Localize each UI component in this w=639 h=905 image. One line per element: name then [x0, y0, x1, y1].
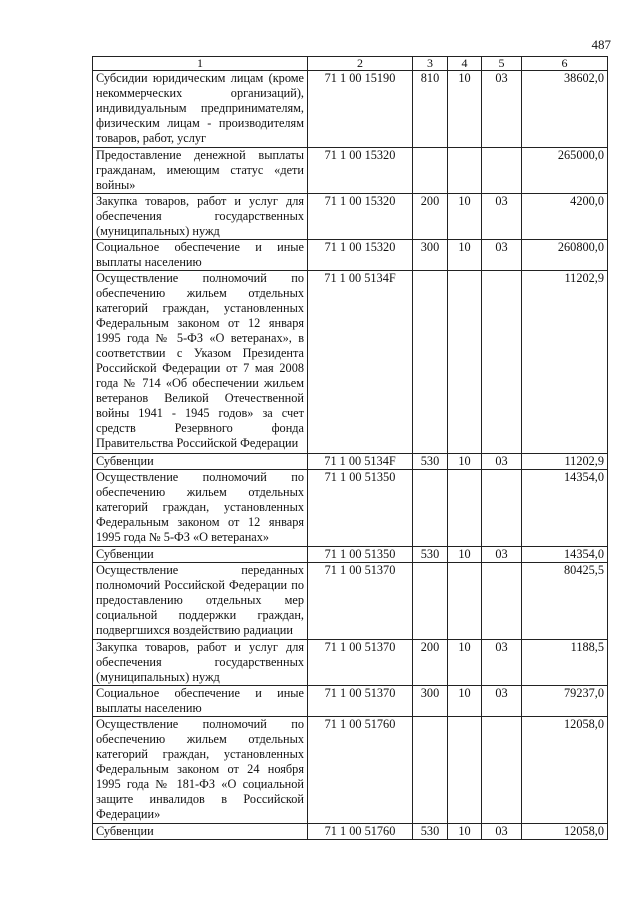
column-header: 3	[413, 57, 448, 71]
row-amount: 4200,0	[522, 194, 608, 240]
row-description: Осуществление полномочий по обеспечению жильем отдельных категорий граждан, установленных Федеральным законом от 12 января 1995 года № 5-ФЗ «О ветеранах», в соответствии с Указом Президента Российской Федерации от 7 мая 2008 года № 714 «Об обеспечении жильем ветеранов Великой Отечественной войны 1941 - 1945 годов» за счет средств Резервного фонда Правительства Российской Федерации	[93, 271, 308, 454]
row-col4	[448, 470, 482, 547]
table-row	[93, 563, 608, 640]
row-amount: 38602,0	[522, 71, 608, 148]
column-header: 2	[308, 57, 413, 71]
table-row	[93, 194, 608, 240]
row-description: Закупка товаров, работ и услуг для обеспечения государственных (муниципальных) нужд	[93, 194, 308, 240]
row-col3	[413, 148, 448, 194]
row-col4	[448, 271, 482, 454]
row-amount: 11202,9	[522, 271, 608, 454]
row-code: 71 1 00 51760	[308, 717, 413, 824]
column-header: 1	[93, 57, 308, 71]
row-code: 71 1 00 15190	[308, 71, 413, 148]
table-row	[93, 824, 608, 840]
row-col5: 03	[482, 686, 522, 717]
row-col3: 530	[413, 824, 448, 840]
row-col4: 10	[448, 686, 482, 717]
row-col4	[448, 563, 482, 640]
row-col3: 200	[413, 640, 448, 686]
row-amount: 260800,0	[522, 240, 608, 271]
row-description: Предоставление денежной выплаты гражданам, имеющим статус «дети войны»	[93, 148, 308, 194]
page-number: 487	[591, 37, 611, 52]
row-description: Социальное обеспечение и иные выплаты населению	[93, 686, 308, 717]
row-col5	[482, 717, 522, 824]
table-row	[93, 717, 608, 824]
row-col3	[413, 717, 448, 824]
row-amount: 12058,0	[522, 717, 608, 824]
row-amount: 11202,9	[522, 454, 608, 470]
column-header: 6	[522, 57, 608, 71]
row-col5	[482, 470, 522, 547]
row-code: 71 1 00 51760	[308, 824, 413, 840]
row-code: 71 1 00 15320	[308, 240, 413, 271]
row-description: Субвенции	[93, 547, 308, 563]
table-row	[93, 71, 608, 148]
row-code: 71 1 00 5134F	[308, 271, 413, 454]
row-amount: 265000,0	[522, 148, 608, 194]
row-description: Осуществление полномочий по обеспечению жильем отдельных категорий граждан, установленных Федеральным законом от 24 ноября 1995 года № 181-ФЗ «О социальной защите инвалидов в Российской Федерации»	[93, 717, 308, 824]
row-amount: 12058,0	[522, 824, 608, 840]
row-col5	[482, 563, 522, 640]
row-col4	[448, 717, 482, 824]
row-amount: 14354,0	[522, 547, 608, 563]
row-amount: 80425,5	[522, 563, 608, 640]
row-code: 71 1 00 5134F	[308, 454, 413, 470]
table-row	[93, 271, 608, 454]
row-col4: 10	[448, 194, 482, 240]
row-col3: 300	[413, 240, 448, 271]
row-col5: 03	[482, 640, 522, 686]
row-col4: 10	[448, 824, 482, 840]
row-description: Субвенции	[93, 454, 308, 470]
row-description: Социальное обеспечение и иные выплаты населению	[93, 240, 308, 271]
row-col5: 03	[482, 71, 522, 148]
row-col4: 10	[448, 640, 482, 686]
table-row	[93, 240, 608, 271]
table-row	[93, 547, 608, 563]
row-col3	[413, 470, 448, 547]
table-row	[93, 640, 608, 686]
row-code: 71 1 00 51370	[308, 640, 413, 686]
row-col3: 530	[413, 454, 448, 470]
row-col5: 03	[482, 194, 522, 240]
row-amount: 79237,0	[522, 686, 608, 717]
column-header: 4	[448, 57, 482, 71]
table-header-row	[93, 57, 608, 71]
row-col5: 03	[482, 547, 522, 563]
row-description: Осуществление переданных полномочий Российской Федерации по предоставлению отдельных мер социальной поддержки граждан, подвергшихся воздействию радиации	[93, 563, 308, 640]
row-col5: 03	[482, 454, 522, 470]
row-col3: 530	[413, 547, 448, 563]
row-col3: 200	[413, 194, 448, 240]
row-col5	[482, 148, 522, 194]
row-description: Субвенции	[93, 824, 308, 840]
row-code: 71 1 00 51370	[308, 563, 413, 640]
row-col4: 10	[448, 454, 482, 470]
row-col3: 300	[413, 686, 448, 717]
row-code: 71 1 00 51370	[308, 686, 413, 717]
row-col5	[482, 271, 522, 454]
row-description: Субсидии юридическим лицам (кроме некоммерческих организаций), индивидуальным предпринимателям, физическим лицам - производителям товаров, работ, услуг	[93, 71, 308, 148]
row-col5: 03	[482, 240, 522, 271]
row-description: Осуществление полномочий по обеспечению жильем отдельных категорий граждан, установленных Федеральным законом от 12 января 1995 года № 5-ФЗ «О ветеранах»	[93, 470, 308, 547]
table-row	[93, 454, 608, 470]
row-col3	[413, 563, 448, 640]
row-col5: 03	[482, 824, 522, 840]
row-col3	[413, 271, 448, 454]
row-description: Закупка товаров, работ и услуг для обеспечения государственных (муниципальных) нужд	[93, 640, 308, 686]
row-amount: 14354,0	[522, 470, 608, 547]
row-amount: 1188,5	[522, 640, 608, 686]
row-code: 71 1 00 51350	[308, 470, 413, 547]
column-header: 5	[482, 57, 522, 71]
table-row	[93, 470, 608, 547]
row-code: 71 1 00 15320	[308, 194, 413, 240]
table-row	[93, 686, 608, 717]
row-code: 71 1 00 15320	[308, 148, 413, 194]
row-col3: 810	[413, 71, 448, 148]
row-col4	[448, 148, 482, 194]
row-col4: 10	[448, 547, 482, 563]
row-col4: 10	[448, 71, 482, 148]
row-col4: 10	[448, 240, 482, 271]
row-code: 71 1 00 51350	[308, 547, 413, 563]
budget-table	[92, 56, 608, 840]
table-row	[93, 148, 608, 194]
